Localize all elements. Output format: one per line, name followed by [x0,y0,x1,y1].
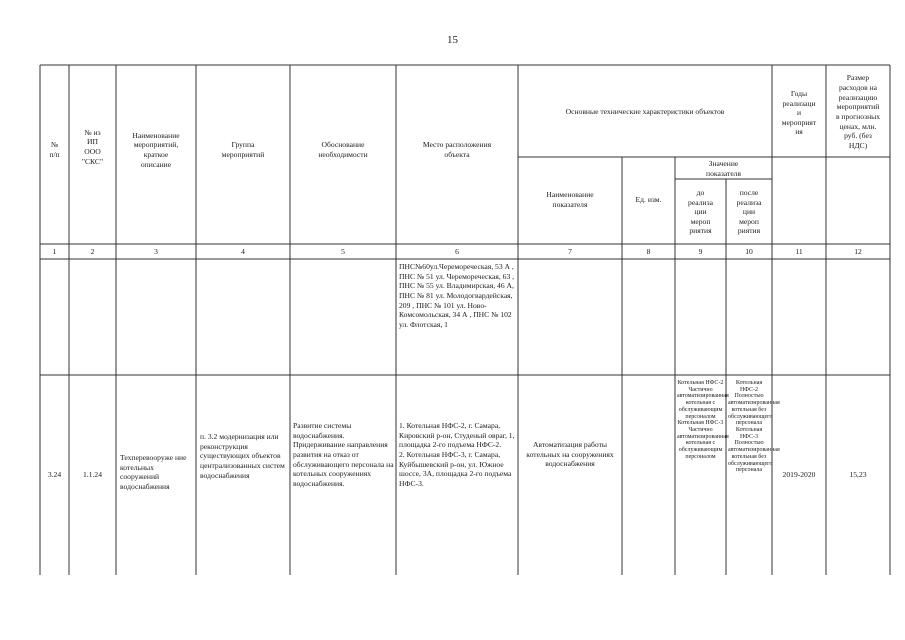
header-col-group: Группа мероприятий [221,140,265,159]
row-group-cell: п. 3.2 модернизация или реконструкция существующих объектов централизованных систем водоснабжения [200,432,285,480]
column-number-11: 11 [795,246,803,256]
header-col-name: Наименование мероприятий, краткое описание [132,130,180,169]
row-years-cell: 2019-2020 [782,470,816,480]
header-col-cost: Размер расходов на реализацию мероприятий в прогнозных ценах, млн. руб. (без НДС) [835,73,881,150]
header-technical-characteristics: Основные технические характеристики объектов [565,107,725,117]
row-num-cell: 3.24 [47,470,62,480]
continuation-location-cell: ПНС№60ул.Черемореческая, 53 А , ПНС № 51 ул. Черемореческая, 63 , ПНС № 55 ул. Владимирская, 46 А, ПНС № 81 ул. Молодогвардейская, 209 , ПНС № 101 ул. Ново-Комсомольская, 34 А , ПНС № 102 ул. Флотская, 1 [399,262,515,329]
column-number-5: 5 [341,246,345,256]
page-number: 15 [447,34,458,46]
header-col-before: до реализа ции мероп риятия [688,187,713,236]
column-number-8: 8 [646,246,651,256]
column-number-4: 4 [241,246,245,256]
row-ip-num-cell: 1.1.24 [83,470,102,480]
row-justification-cell: Развитие системы водоснабжения. Придерживание направления развития на отказ от обслуживающего персонала на котельных сооружениях водоснабжения. [293,421,394,488]
column-number-10: 10 [745,246,753,256]
header-col-after: после реализа ции мероп риятия [736,187,762,236]
row-before-cell: Котельная НФС-2 Частично автоматизированная котельная с обслуживающим персоналом Котельная НФС-3 Частично автоматизированная котельная с обслуживающим персоналом [677,380,729,460]
column-number-3: 3 [154,246,158,256]
row-after-cell: Котельная НФС-2 Полностью автоматизированная котельная без обслуживающего персонала Котельная НФС-3 Полностью автоматизированная котельная без обслуживающего персонала [728,380,780,474]
row-cost-cell: 15,23 [849,470,867,480]
column-number-9: 9 [698,246,703,256]
column-number-1: 1 [52,246,57,256]
column-number-12: 12 [854,246,862,256]
row-location-cell: 1. Котельная НФС-2, г. Самара, Кировский р-он, Студеный овраг, 1, площадка 2-го подъема НФС-2. 2. Котельная НФС-3, г. Самара, Куйбышевский р-он, ул. Южное шоссе, 3А, площадка 2-го подъема НФС-3. [399,421,515,488]
row-name-cell: Техперевооруже ние котельных сооружений водоснабжения [120,453,187,491]
column-number-7: 7 [568,246,572,256]
column-number-6: 6 [455,246,459,256]
header-col-ip-num: № из ИП ООО "СКС" [81,127,104,166]
header-col-num: № п/п [49,140,60,159]
header-col-location: Место расположения объекта [422,140,492,159]
header-col-unit: Ед. изм. [635,195,662,205]
header-col-years: Годы реализаци и мероприят ия [781,88,817,137]
header-col-indicator: Наименование показателя [546,190,594,209]
row-indicator-cell: Автоматизация работы котельных на сооружениях водоснабжения [526,440,614,469]
column-number-2: 2 [90,246,95,256]
header-col-justification: Обоснование необходимости [318,140,368,159]
header-indicator-value: Значение показателя [706,158,741,178]
